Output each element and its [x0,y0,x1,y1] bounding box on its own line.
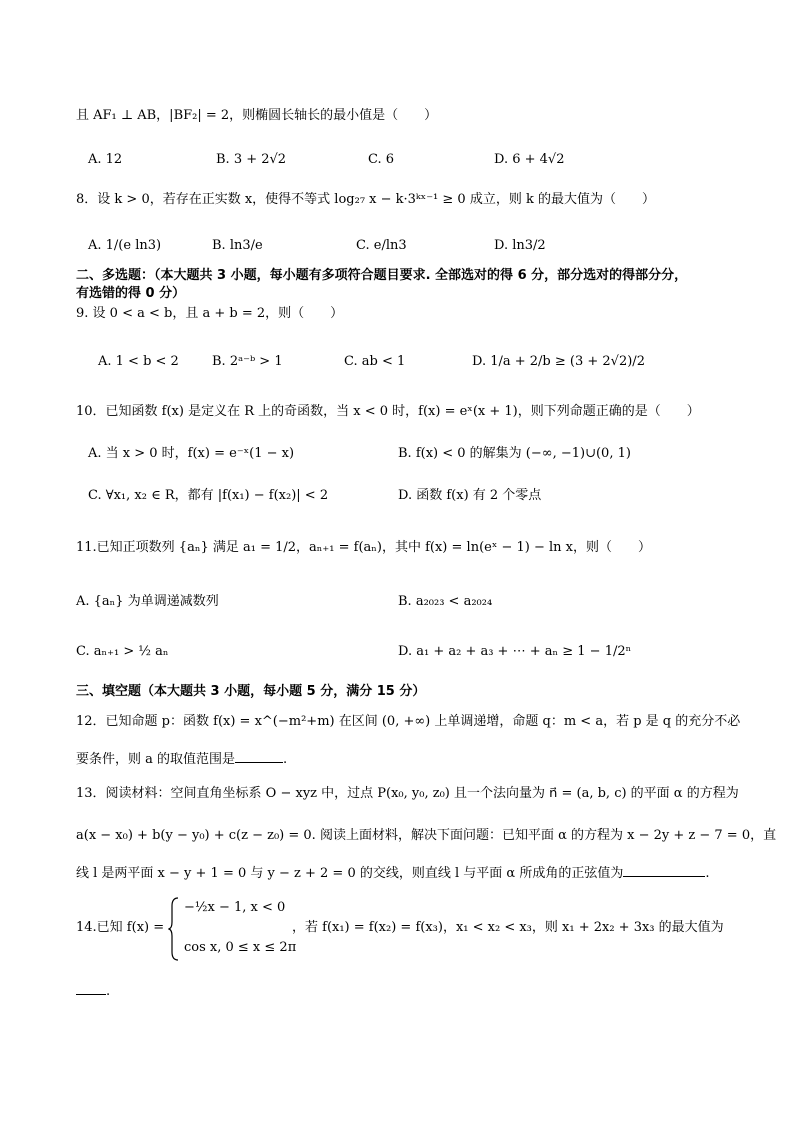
q13-line-2: a(x − x₀) + b(y − y₀) + c(z − z₀) = 0. 阅读上面材料，解决下面问题：已知平面 α 的方程为 x − 2y + z − 7 = 0，直 [76,828,777,843]
q9-option-c: C. ab < 1 [344,354,406,369]
section-2-heading-cont: 有选错的得 0 分） [76,286,186,301]
q9-option-b: B. 2ᵃ⁻ᵇ > 1 [212,354,283,369]
q14-answer-blank[interactable] [76,980,106,995]
q12-answer-blank[interactable] [235,748,283,763]
q11-option-a: A. {aₙ} 为单调递减数列 [76,594,219,609]
q9-option-a: A. 1 < b < 2 [98,354,179,369]
q10-option-d: D. 函数 f(x) 有 2 个零点 [398,488,542,503]
q11-stem: 11.已知正项数列 {aₙ} 满足 a₁ = 1/2，aₙ₊₁ = f(aₙ)，其中 f(x) = ln(eˣ − 1) − ln x，则（ ） [76,540,651,555]
q8-option-d: D. ln3/2 [494,238,546,253]
q12-line-1: 12．已知命题 p：函数 f(x) = x^(−m²+m) 在区间 (0, +∞) 上单调递增，命题 q：m < a，若 p 是 q 的充分不必 [76,714,741,729]
q13-line-1: 13．阅读材料：空间直角坐标系 O − xyz 中，过点 P(x₀, y₀, z₀) 且一个法向量为 n⃗ = (a, b, c) 的平面 α 的方程为 [76,786,739,801]
q7-option-b: B. 3 + 2√2 [216,152,287,167]
q8-option-a: A. 1/(e ln3) [88,238,162,253]
q10-option-a: A. 当 x > 0 时，f(x) = e⁻ˣ(1 − x) [88,446,295,461]
q9-stem: 9. 设 0 < a < b，且 a + b = 2，则（ ） [76,306,344,321]
q12-line-2 [76,748,287,770]
q7-option-a: A. 12 [88,152,123,167]
q13-answer-blank[interactable] [623,862,705,877]
q12-period: . [283,752,288,767]
section-2-heading: 二、多选题：（本大题共 3 小题，每小题有多项符合题目要求. 全部选对的得 6 分，部分选对的得部分分， [76,268,688,283]
q14-answer-line [76,980,110,1002]
q14-period: . [106,984,111,999]
q9-option-d: D. 1/a + 2/b ≥ (3 + 2√2)/2 [472,354,645,369]
q14-lead: 14.已知 f(x) = [76,920,165,935]
q14-tail: ，若 f(x₁) = f(x₂) = f(x₃)，x₁ < x₂ < x₃，则 x₁ + 2x₂ + 3x₃ 的最大值为 [292,920,724,935]
q14-case-1: −½x − 1, x < 0 [184,900,286,915]
q8-option-c: C. e/ln3 [356,238,407,253]
section-3-heading: 三、填空题（本大题共 3 小题，每小题 5 分，满分 15 分） [76,684,426,699]
q14-case-2: cos x, 0 ≤ x ≤ 2π [184,940,297,955]
q11-option-b: B. a₂₀₂₃ < a₂₀₂₄ [398,594,493,609]
q7-option-c: C. 6 [368,152,395,167]
q11-option-c: C. aₙ₊₁ > ½ aₙ [76,644,169,659]
q13-line-3-text: 线 l 是两平面 x − y + 1 = 0 与 y − z + 2 = 0 的交线，则直线 l 与平面 α 所成角的正弦值为 [76,866,624,881]
q10-option-b: B. f(x) < 0 的解集为 (−∞, −1)∪(0, 1) [398,446,631,461]
q12-line-2-text: 要条件，则 a 的取值范围是 [76,752,236,767]
q7-option-d: D. 6 + 4√2 [494,152,565,167]
q7-stem-tail: 且 AF₁ ⊥ AB，|BF₂| = 2，则椭圆长轴长的最小值是（ ） [76,108,438,123]
q11-option-d: D. a₁ + a₂ + a₃ + ⋯ + aₙ ≥ 1 − 1/2ⁿ [398,644,632,659]
q13-period: . [705,866,710,881]
q14-brace-icon [168,896,180,962]
q8-stem: 8．设 k > 0，若存在正实数 x，使得不等式 log₂₇ x − k·3ᵏˣ⁻¹ ≥ 0 成立，则 k 的最大值为（ ） [76,192,655,207]
q8-option-b: B. ln3/e [212,238,263,253]
q10-option-c: C. ∀x₁, x₂ ∈ R，都有 |f(x₁) − f(x₂)| < 2 [88,488,329,503]
q13-line-3 [76,862,709,884]
q10-stem: 10．已知函数 f(x) 是定义在 R 上的奇函数，当 x < 0 时，f(x) = eˣ(x + 1)，则下列命题正确的是（ ） [76,404,700,419]
